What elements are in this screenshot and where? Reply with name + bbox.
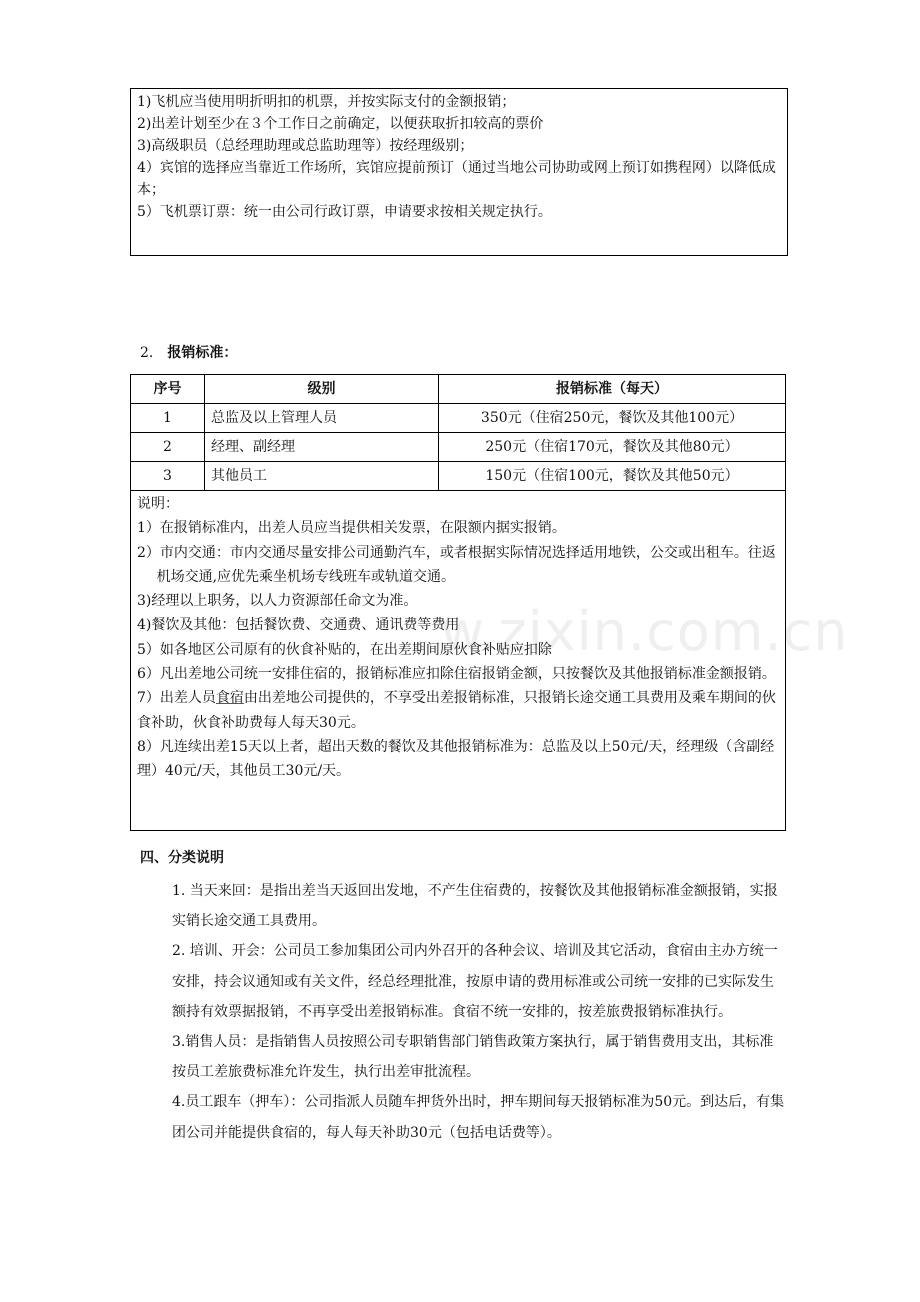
rule-item: 4）宾馆的选择应当靠近工作场所，宾馆应提前预订（通过当地公司协助或网上预订如携程网）以降低成本； [137,160,776,198]
table-cell: 总监及以上管理人员 [205,404,439,433]
table-row [131,462,786,491]
rule-item: 3)高级职员（总经理助理或总监助理等）按经理级别； [137,138,474,154]
note-text: 7）出差人员 [137,690,216,707]
classification-list [172,876,786,1148]
underlined-term: 食宿 [215,690,244,707]
rule-item: 2)出差计划至少在３个工作日之前确定，以便获取折扣较高的票价 [137,116,544,132]
table-row [131,433,786,462]
note-item: 1）在报销标准内，出差人员应当提供相关发票，在限额内据实报销。 [137,520,566,537]
rule-item: 1)飞机应当使用明折明扣的机票，并按实际支付的金额报销； [137,94,516,110]
table-cell: 350元（住宿250元，餐饮及其他100元） [439,404,786,433]
table-cell: 其他员工 [205,462,439,491]
list-item: 4.员工跟车（押车）：公司指派人员随车押货外出时，押车期间每天报销标准为50元。到达后，有集团公司并能提供食宿的，每人每天补助30元（包括电话费等）。 [172,1094,785,1141]
table-cell: 经理、副经理 [205,433,439,462]
note-text: 由出差地公司提供的，不享受出差报销标准，只报销长途交通工具费用及乘车期间的伙食补助，伙食补助费每人每天30元。 [137,690,776,731]
header-cell: 序号 [131,375,205,404]
table-cell: 1 [131,404,205,433]
watermark: w.zixin.com.cn [440,600,849,663]
table-row [131,404,786,433]
note-item: 6）凡出差地公司统一安排住宿的，报销标准应扣除住宿报销金额，只按餐饮及其他报销标准金额报销。 [137,666,776,683]
list-item: 3.销售人员：是指销售人员按照公司专职销售部门销售政策方案执行，属于销售费用支出，其标准按员工差旅费标准允许发生，执行出差审批流程。 [172,1034,774,1081]
note-item: 3)经理以上职务，以人力资源部任命文为准。 [137,593,418,610]
travel-rules-box [130,88,788,256]
reimbursement-standards-table [130,374,786,491]
notes-title: 说明： [137,496,179,512]
note-item: 5）如各地区公司原有的伙食补贴的，在出差期间原伙食补贴应扣除 [137,641,552,658]
rule-item: 5）飞机票订票：统一由公司行政订票，申请要求按相关规定执行。 [137,204,552,220]
note-item: 4)餐饮及其他：包括餐饮费、交通费、通讯费等费用 [137,617,460,634]
section-title: 报销标准： [167,345,238,361]
section-2-heading [140,342,237,364]
section-4-heading: 四、分类说明 [140,850,224,866]
table-cell: 3 [131,462,205,491]
table-header-row [131,375,786,404]
table-cell: 150元（住宿100元，餐饮及其他50元） [439,462,786,491]
list-item: 1. 当天来回：是指出差当天返回出发地，不产生住宿费的，按餐饮及其他报销标准金额报销，实报实销长途交通工具费用。 [172,883,778,930]
note-item: 2）市内交通：市内交通尽量安排公司通勤汽车，或者根据实际情况选择适用地铁，公交或出租车。往返机场交通,应优先乘坐机场专线班车或轨道交通。 [137,544,776,585]
header-cell: 级别 [205,375,439,404]
section-number: 2. [140,345,154,361]
header-cell: 报销标准（每天） [439,375,786,404]
list-item: 2. 培训、开会：公司员工参加集团公司内外召开的各种会议、培训及其它活动，食宿由主办方统一安排，持会议通知或有关文件，经总经理批准，按原申请的费用标准或公司统一安排的已实际发生额持有效票据报销，不再享受出差报销标准。食宿不统一安排的，按差旅费报销标准执行。 [172,943,778,1020]
table-cell: 2 [131,433,205,462]
note-item: 8）凡连续出差15天以上者，超出天数的餐饮及其他报销标准为：总监及以上50元/天，经理级（含副经理）40元/天，其他员工30元/天。 [137,738,775,780]
table-cell: 250元（住宿170元，餐饮及其他80元） [439,433,786,462]
note-item [137,686,779,735]
